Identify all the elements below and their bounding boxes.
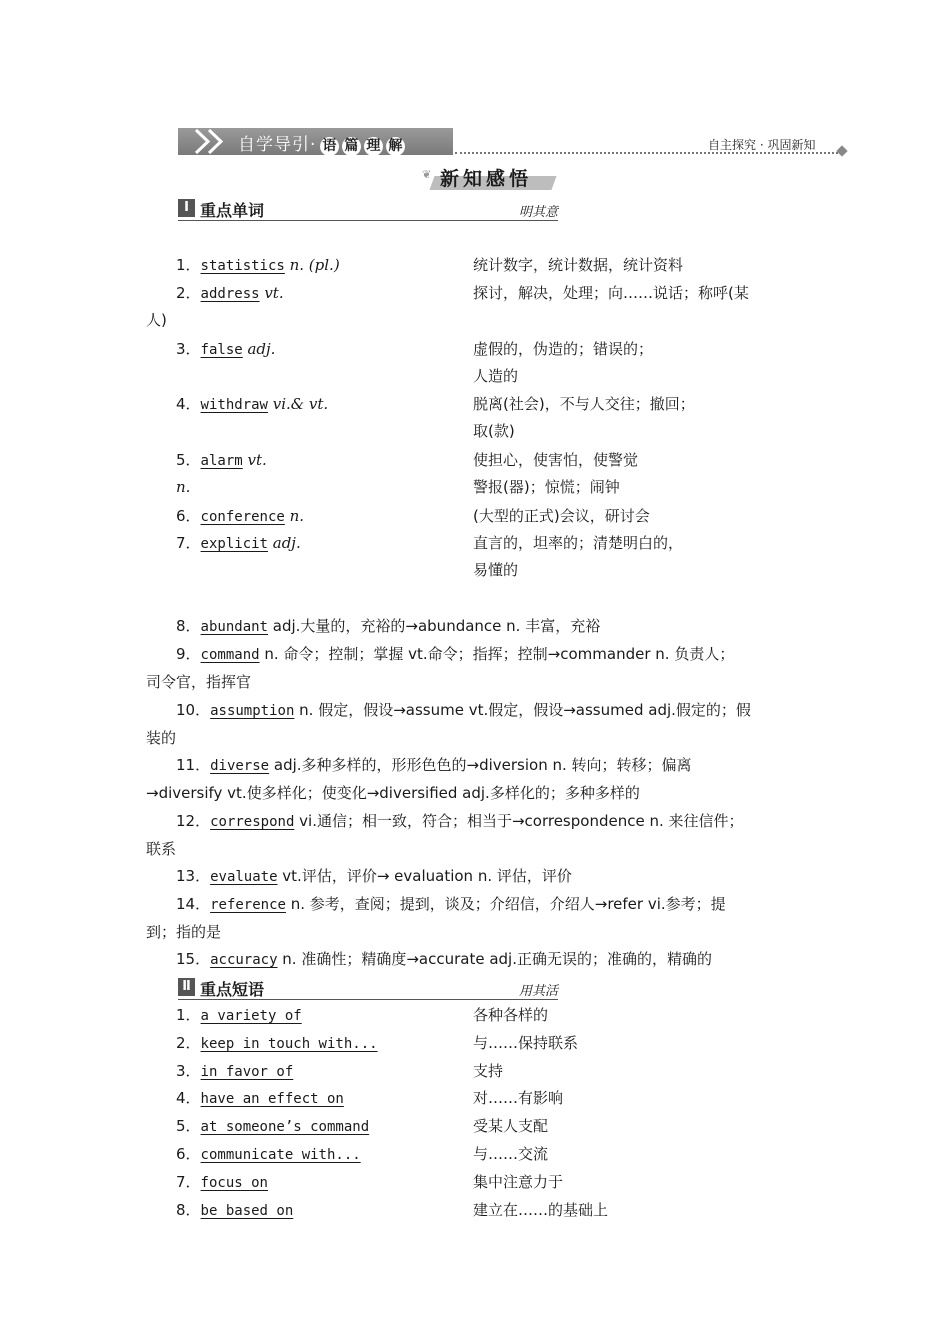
- word-meaning: (大型的正式)会议，研讨会: [473, 507, 650, 525]
- section-title: 重点短语: [200, 980, 265, 999]
- item-number: 10．: [176, 701, 211, 719]
- word-meaning-continued: 易懂的: [473, 561, 519, 579]
- derived-word-entry: [176, 700, 751, 721]
- sub-char: 语: [322, 138, 338, 154]
- item-number: 5．: [176, 451, 201, 469]
- part-of-speech: vt.: [259, 284, 284, 302]
- item-number: 13．: [176, 867, 211, 885]
- word-entry: [176, 506, 304, 527]
- word-meaning-continued: 警报(器)；惊慌；闹钟: [473, 478, 620, 496]
- item-number: 6．: [176, 1145, 201, 1163]
- item-number: 5．: [176, 1117, 201, 1136]
- phrase-entry: [176, 1172, 268, 1193]
- derived-word-entry: [176, 644, 734, 665]
- phrase-text: in favor of: [200, 1063, 294, 1080]
- phrase-text: focus on: [200, 1174, 268, 1191]
- word-explanation: n. 参考，查阅；提到，谈及；介绍信，介绍人→refer vi.参考；提: [285, 895, 726, 913]
- sub-char: 理: [366, 138, 382, 154]
- header-title-text: 自学导引: [238, 135, 310, 155]
- phrase-entry: [176, 1033, 378, 1054]
- derived-word-entry: [176, 616, 600, 637]
- vocab-word: conference: [200, 509, 285, 525]
- leaf-icon: ❦: [422, 168, 432, 181]
- phrase-meaning: 集中注意力于: [473, 1172, 564, 1191]
- phrase-text: keep in touch with...: [200, 1035, 378, 1052]
- word-entry: [176, 283, 284, 304]
- item-number: 4．: [176, 1089, 201, 1108]
- item-number: 3．: [176, 1061, 201, 1080]
- word-entry: [176, 450, 267, 471]
- word-explanation: adj.大量的，充裕的→abundance n. 丰富，充裕: [267, 617, 601, 635]
- part-of-speech: adj.: [242, 340, 276, 358]
- word-entry: [176, 533, 301, 554]
- item-number: 2．: [176, 284, 201, 302]
- vocab-word: diverse: [210, 758, 270, 774]
- vocab-word: abundant: [200, 619, 268, 635]
- word-explanation-continued: 联系: [146, 840, 177, 858]
- part-of-speech: n.: [284, 507, 305, 525]
- vocab-word: accuracy: [210, 952, 278, 968]
- phrase-meaning: 建立在……的基础上: [473, 1200, 609, 1219]
- header-sub-title: [320, 137, 405, 156]
- item-number: 8．: [176, 617, 201, 635]
- word-meaning: 直言的，坦率的；清楚明白的，: [473, 534, 684, 552]
- item-number: 6．: [176, 507, 201, 525]
- word-entry: [176, 255, 340, 276]
- diamond-icon: [836, 145, 847, 156]
- item-number: 11．: [176, 756, 211, 774]
- item-number: 4．: [176, 395, 201, 413]
- phrase-entry: [176, 1116, 369, 1137]
- vocab-word: alarm: [200, 453, 243, 469]
- part-of-speech: vi.& vt.: [267, 395, 329, 413]
- sub-char: 解: [388, 138, 404, 154]
- section-tag: 用其活: [518, 984, 558, 999]
- word-meaning: 使担心，使害怕，使警觉: [473, 451, 639, 469]
- derived-word-entry: [176, 811, 744, 832]
- vocab-word: evaluate: [210, 869, 278, 885]
- word-meaning: 统计数字，统计数据，统计资料: [473, 256, 684, 274]
- phrase-meaning: 与……保持联系: [473, 1033, 579, 1052]
- item-number: 3．: [176, 340, 201, 358]
- phrase-meaning: 各种各样的: [473, 1006, 549, 1024]
- subtitle: 新知感悟: [440, 168, 533, 190]
- word-meaning-continued: 人造的: [473, 367, 519, 385]
- phrase-text: communicate with...: [200, 1147, 361, 1163]
- vocab-word: explicit: [200, 536, 268, 552]
- word-explanation-continued: 到；指的是: [146, 923, 222, 941]
- word-explanation: vi.通信；相一致，符合；相当于→correspondence n. 来往信件；: [294, 812, 744, 830]
- part-of-speech: adj.: [267, 534, 301, 552]
- section-header-words: [178, 198, 558, 221]
- header-main-title: 自学导引· 语 篇 理 解: [238, 135, 404, 155]
- word-explanation: n. 假定，假设→assume vt.假定，假设→assumed adj.假定的；假: [294, 701, 751, 719]
- phrase-text: have an effect on: [200, 1091, 344, 1108]
- vocab-word: false: [200, 342, 243, 358]
- phrase-meaning: 受某人支配: [473, 1117, 549, 1136]
- derived-word-entry: [176, 949, 712, 970]
- vocab-word: correspond: [210, 814, 295, 830]
- vocab-word: command: [200, 647, 260, 663]
- word-meaning: 探讨，解决，处理；向……说话；称呼(某: [473, 284, 749, 302]
- word-explanation: vt.评估，评价→ evaluation n. 评估，评价: [277, 867, 572, 885]
- header-right-text: 自主探究 · 巩固新知: [708, 138, 816, 152]
- item-number: 1．: [176, 1006, 201, 1024]
- chevron-right-icon: [205, 128, 227, 155]
- phrase-meaning: 对……有影响: [473, 1089, 564, 1108]
- item-number: 9．: [176, 645, 201, 663]
- phrase-entry: [176, 1200, 293, 1221]
- word-meaning: 脱离(社会)，不与人交往；撤回；: [473, 395, 695, 413]
- part-of-speech: n. (pl.): [284, 256, 340, 274]
- word-explanation: n. 命令；控制；掌握 vt.命令；指挥；控制→commander n. 负责人；: [259, 645, 735, 663]
- phrase-text: a variety of: [200, 1008, 302, 1024]
- word-explanation: adj.多种多样的，形形色色的→diversion n. 转向；转移；偏离: [269, 756, 692, 774]
- derived-word-entry: [176, 866, 572, 887]
- sub-char: 篇: [344, 138, 360, 154]
- phrase-text: be based on: [200, 1202, 294, 1219]
- word-meaning-continued: 人): [146, 311, 167, 329]
- item-number: 7．: [176, 534, 201, 552]
- vocab-word: reference: [210, 897, 286, 913]
- derived-word-entry: [176, 894, 726, 915]
- word-entry: [176, 394, 328, 415]
- word-entry: [176, 339, 275, 360]
- word-meaning-continued: 取(款): [473, 422, 515, 440]
- phrase-entry: [176, 1088, 344, 1109]
- item-number: 2．: [176, 1033, 201, 1052]
- word-explanation: n. 准确性；精确度→accurate adj.正确无误的；准确的，精确的: [277, 950, 712, 968]
- vocab-word: withdraw: [200, 397, 268, 413]
- section-tag: 明其意: [518, 205, 558, 220]
- part-of-speech: vt.: [242, 451, 267, 469]
- phrase-meaning: 与……交流: [473, 1145, 549, 1163]
- item-number: 14．: [176, 895, 211, 913]
- phrase-entry: [176, 1144, 361, 1165]
- vocab-word: address: [200, 286, 260, 302]
- part-of-speech: n.: [176, 478, 191, 496]
- vocab-word: statistics: [200, 258, 285, 274]
- vocab-word: assumption: [210, 703, 295, 719]
- derived-word-entry: [176, 755, 692, 776]
- word-meaning: 虚假的，伪造的；错误的；: [473, 340, 654, 358]
- item-number: 7．: [176, 1172, 201, 1191]
- item-number: 15．: [176, 950, 211, 968]
- word-explanation-continued: →diversify vt.使多样化；使变化→diversified adj.多样化的；多种多样的: [146, 784, 640, 802]
- phrase-entry: [176, 1061, 293, 1082]
- phrase-entry: [176, 1005, 302, 1026]
- word-explanation-continued: 司令官，指挥官: [146, 673, 252, 691]
- section-header-phrases: [178, 977, 558, 1000]
- section-number: Ⅱ: [178, 978, 195, 996]
- phrase-text: at someone’s command: [200, 1119, 370, 1136]
- word-explanation-continued: 装的: [146, 729, 177, 747]
- section-number: Ⅰ: [178, 199, 195, 217]
- item-number: 1．: [176, 256, 201, 274]
- phrase-meaning: 支持: [473, 1061, 504, 1080]
- item-number: 8．: [176, 1200, 201, 1219]
- item-number: 12．: [176, 812, 211, 830]
- section-title: 重点单词: [200, 201, 265, 220]
